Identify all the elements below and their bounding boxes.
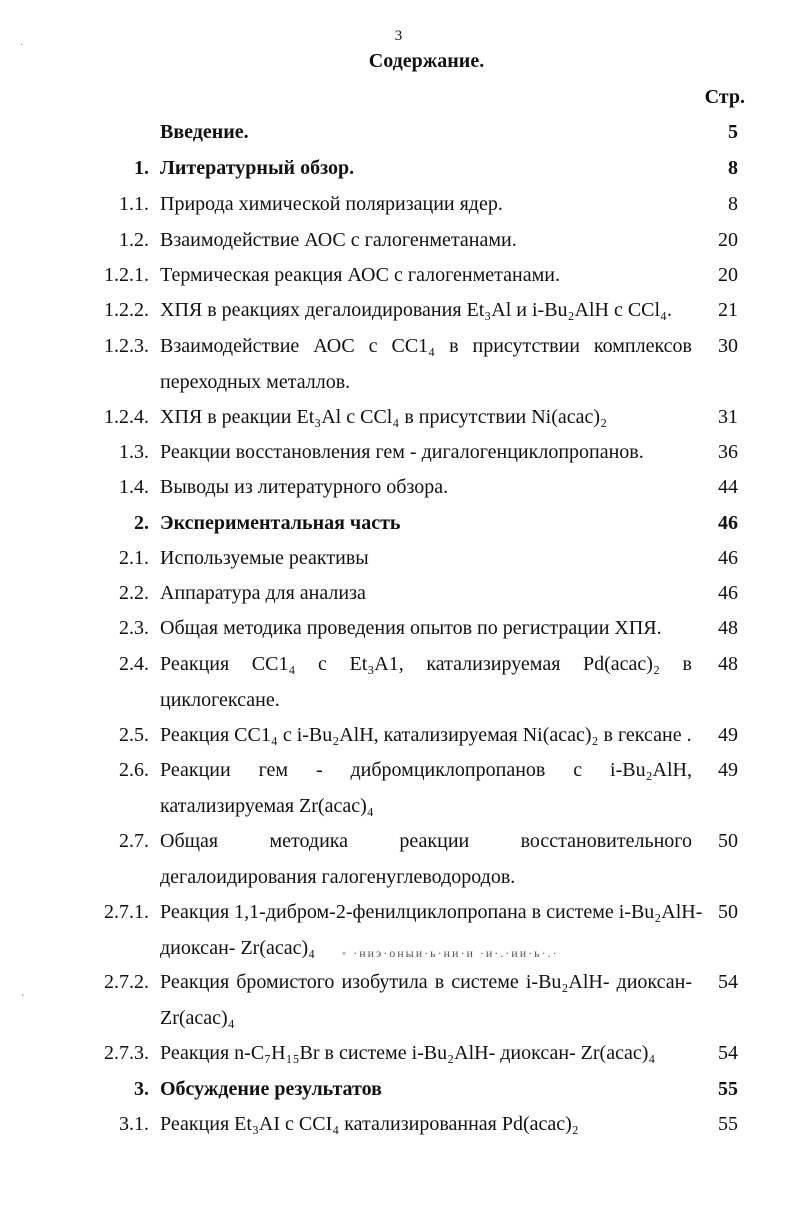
toc-entry-number: 2.5. — [119, 724, 149, 746]
page-title: Содержание. — [368, 50, 485, 72]
toc-entry-title-continued: диоксан- Zr(acac)₄ — [160, 937, 316, 959]
toc-entry-number: 2.7.2. — [104, 971, 149, 993]
toc-entry-page: 8 — [728, 193, 738, 215]
toc-entry-page: 50 — [718, 901, 738, 923]
toc-entry-page: 21 — [718, 299, 738, 321]
toc-entry-title-continued: циклогексане. — [160, 689, 280, 711]
toc-entry-page: 46 — [718, 547, 738, 569]
toc-entry-page: 20 — [718, 264, 738, 286]
toc-entry-page: 55 — [718, 1078, 738, 1100]
toc-entry-title-continued: переходных металлов. — [160, 371, 351, 393]
toc-entry-title: Термическая реакция АОС с галогенметанами. — [160, 264, 560, 286]
toc-entry-number: 2.7.1. — [104, 901, 149, 923]
toc-entry-title: Реакция n-C₇H₁₅Br в системе i-Bu₂AlH- диоксан- Zr(acac)₄ — [160, 1042, 656, 1064]
toc-entry-page: 44 — [718, 476, 738, 498]
toc-entry-number: 1.3. — [119, 441, 149, 463]
toc-entry-number: 1.2.3. — [104, 335, 149, 357]
toc-entry-number: 2.7. — [119, 830, 149, 852]
toc-entry-page: 46 — [718, 582, 738, 604]
toc-entry-title: Реакции гем - дибромциклопропанов с i-Bu₂AlH, — [160, 759, 692, 781]
toc-entry-page: 46 — [718, 512, 738, 534]
toc-entry-page: 50 — [718, 830, 738, 852]
toc-entry-page: 36 — [718, 441, 738, 463]
toc-entry-page: 48 — [718, 617, 738, 639]
toc-entry-title: Взаимодействие АОС с галогенметанами. — [160, 229, 517, 251]
toc-entry-number: 2. — [134, 512, 149, 534]
toc-entry-page: 49 — [718, 759, 738, 781]
toc-entry-title: Обсуждение результатов — [160, 1078, 382, 1100]
toc-entry-number: 1.1. — [119, 193, 149, 215]
toc-entry-title: Взаимодействие АОС с СС1₄ в присутствии комплексов — [160, 335, 692, 357]
toc-entry-title: Общая методика реакции восстановительного — [160, 830, 692, 852]
toc-entry-number: 2.3. — [119, 617, 149, 639]
toc-entry-title: Реакция СС1₄ с Et₃A1, катализируемая Pd(acac)₂ в — [160, 653, 692, 675]
toc-entry-title: Реакции восстановления гем - дигалогенциклопропанов. — [160, 441, 644, 463]
toc-entry-number: 2.2. — [119, 582, 149, 604]
toc-entry-page: 20 — [718, 229, 738, 251]
toc-entry-number: 3.1. — [119, 1113, 149, 1135]
toc-entry-number: 1.2.1. — [104, 264, 149, 286]
toc-entry-title: Общая методика проведения опытов по регистрации ХПЯ. — [160, 617, 662, 639]
toc-entry-page: 54 — [718, 971, 738, 993]
toc-entry-page: 54 — [718, 1042, 738, 1064]
toc-entry-title: Введение. — [160, 121, 249, 143]
toc-entry-number: 1.2.2. — [104, 299, 149, 321]
toc-entry-title: Природа химической поляризации ядер. — [160, 193, 503, 215]
toc-entry-number: 3. — [134, 1078, 149, 1100]
toc-entry-title: Реакция 1,1-дибром-2-фенилциклопропана в системе i-Bu₂AlH- — [160, 901, 703, 923]
toc-entry-title: Выводы из литературного обзора. — [160, 476, 449, 498]
page-number: 3 — [394, 28, 403, 44]
toc-entry-title: Реакция СС1₄ с i-Bu₂AlH, катализируемая Ni(acac)₂ в гексане . — [160, 724, 692, 746]
toc-entry-title-continued: катализируемая Zr(acac)₄ — [160, 795, 374, 817]
toc-entry-number: 2.6. — [119, 759, 149, 781]
toc-entry-title: Литературный обзор. — [160, 157, 355, 179]
toc-entry-title: Реакция бромистого изобутила в системе i-Bu₂AlH- диоксан- — [160, 971, 692, 993]
toc-entry-number: 2.1. — [119, 547, 149, 569]
toc-entry-number: 1.2. — [119, 229, 149, 251]
scan-speck: · — [20, 40, 24, 51]
toc-entry-page: 8 — [728, 157, 738, 179]
toc-entry-title: Реакция Et₃AI с CCI₄ катализированная Pd(acac)₂ — [160, 1113, 579, 1135]
toc-entry-page: 31 — [718, 406, 738, 428]
toc-entry-title: ХПЯ в реакциях дегалоидирования Et₃Al и i-Bu₂AlH с CCl₄. — [160, 299, 673, 321]
scan-speck: ' — [22, 993, 24, 1004]
toc-entry-title: ХПЯ в реакции Et₃Al с CCl₄ в присутствии Ni(acac)₂ — [160, 406, 608, 428]
toc-entry-number: 1.4. — [119, 476, 149, 498]
toc-entry-page: 5 — [728, 121, 738, 143]
toc-entry-title: Аппаратура для анализа — [160, 582, 366, 604]
toc-entry-page: 30 — [718, 335, 738, 357]
toc-entry-number: 2.7.3. — [104, 1042, 149, 1064]
toc-entry-number: 2.4. — [119, 653, 149, 675]
toc-entry-title: Экспериментальная часть — [160, 512, 401, 534]
toc-entry-number: 1. — [134, 157, 149, 179]
toc-entry-number: 1.2.4. — [104, 406, 149, 428]
scan-noise: ◦ ·ниэ·оныи·ь·ни·и ·и·.·ии·ь·.· — [342, 946, 559, 960]
toc-entry-title-continued: дегалоидирования галогенуглеводородов. — [160, 866, 516, 888]
toc-entry-title: Используемые реактивы — [160, 547, 369, 569]
pages-column-header: Стр. — [704, 86, 745, 108]
toc-entry-page: 48 — [718, 653, 738, 675]
toc-entry-page: 49 — [718, 724, 738, 746]
toc-entry-page: 55 — [718, 1113, 738, 1135]
toc-entry-title-continued: Zr(acac)₄ — [160, 1007, 235, 1029]
